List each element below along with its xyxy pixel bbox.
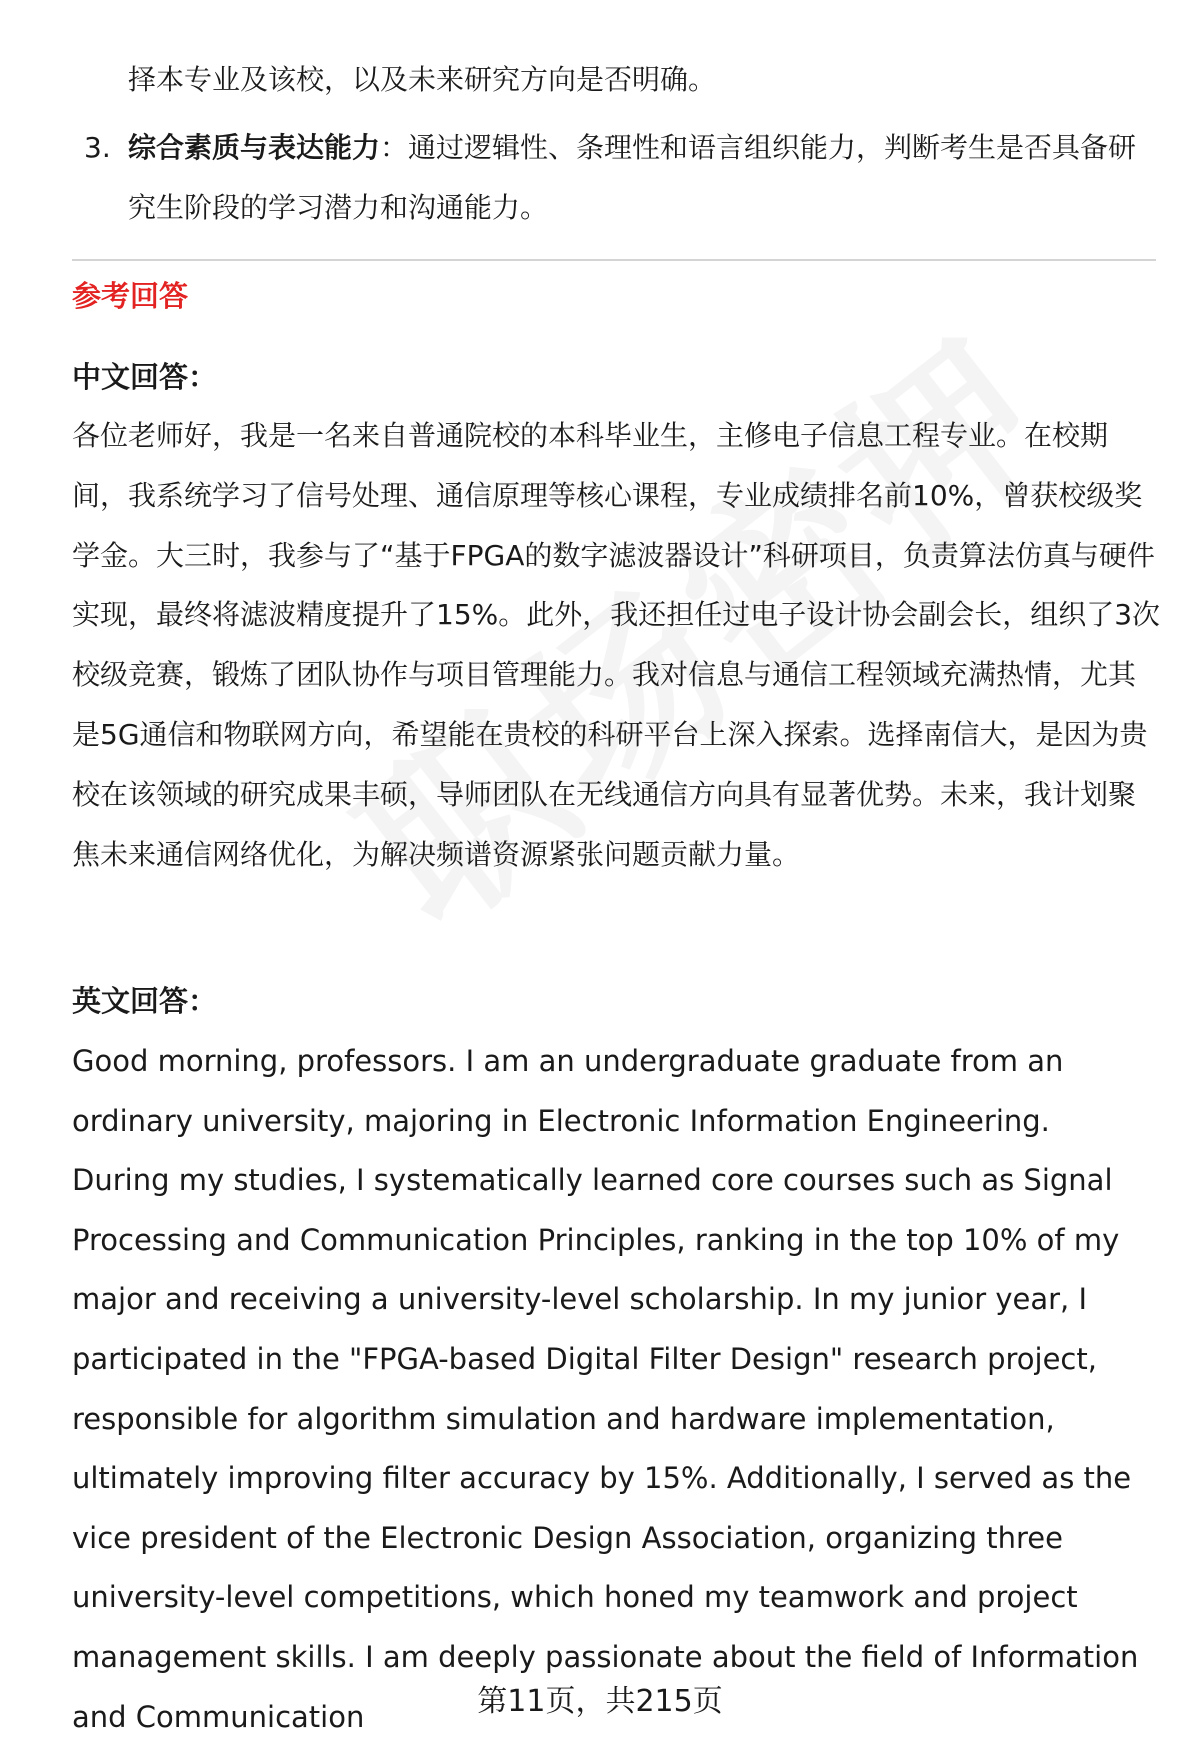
english-answer-heading: 英文回答： [72, 984, 218, 1018]
page-footer: 第11页，共215页 [477, 1684, 723, 1719]
list-item-text: ：通过逻辑性、条理性和语言组织能力，判断考生是否具备研究生阶段的学习潜力和沟通能力。 [128, 131, 1137, 224]
chinese-answer-heading: 中文回答： [72, 360, 218, 394]
chinese-answer-body: 各位老师好，我是一名来自普通院校的本科毕业生，主修电子信息工程专业。在校期间，我系统学习了信号处理、通信原理等核心课程，专业成绩排名前10%，曾获校级奖学金。大三时，我参与了“基于FPGA的数字滤波器设计”科研项目，负责算法仿真与硬件实现，最终将滤波精度提升了15%。此外，我还担任过电子设计协会副会长，组织了3次校级竞赛，锻炼了团队协作与项目管理能力。我对信息与通信工程领域充满热情，尤其是5G通信和物联网方向，希望能在贵校的科研平台上深入探索。选择南信大，是因为贵校在该领域的研究成果丰硕，导师团队在无线通信方向具有显著优势。未来，我计划聚焦未来通信网络优化，为解决频谱资源紧张问题贡献力量。 [72, 419, 1161, 871]
reference-heading: 参考回答 [72, 279, 189, 313]
list-number: 3. [84, 131, 111, 164]
list-item-body [128, 118, 1164, 238]
continuation-text: 择本专业及该校，以及未来研究方向是否明确。 [128, 63, 717, 96]
criteria-list-item [84, 118, 1164, 238]
section-divider [72, 259, 1156, 261]
list-item-title: 综合素质与表达能力 [128, 131, 381, 164]
english-answer-body: Good morning, professors. I am an undergraduate graduate from an ordinary university, majoring in Electronic Information Engineering. During my studies, I systematically learned core courses such as Signal Processing and Communication Principles, ranking in the top 10% of my major and receiving a university-level scholarship. In my junior year, I participated in the "FPGA-based Digital Filter Design" research project, responsible for algorithm simulation and hardware implementation, ultimately improving filter accuracy by 15%. Additionally, I served as the vice president of the Electronic Design Association, organizing three university-level competitions, which honed my teamwork and project management skills. I am deeply passionate about the field of Information and Communication [72, 1044, 1139, 1734]
